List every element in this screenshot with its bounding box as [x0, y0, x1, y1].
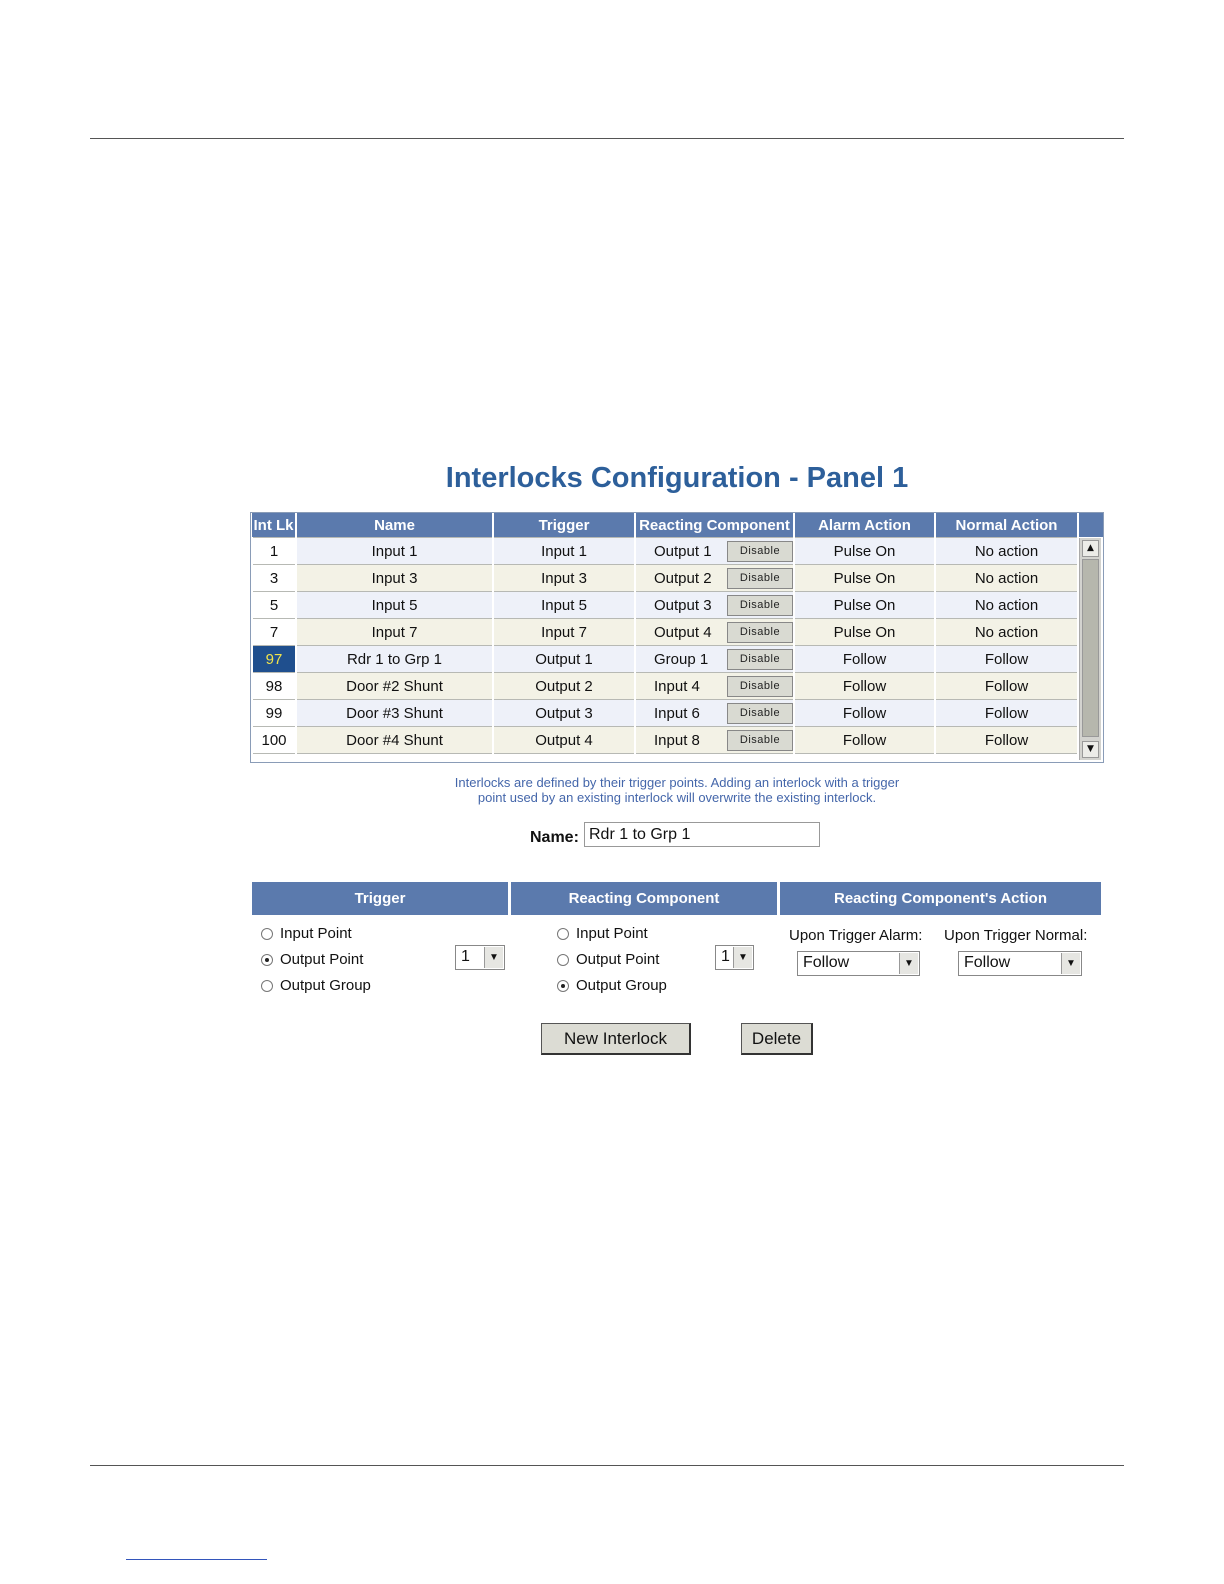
- footer-link-underline: [126, 1559, 267, 1560]
- name-input[interactable]: [584, 822, 820, 847]
- note-line-2: point used by an existing interlock will overwrite the existing interlock.: [477, 790, 877, 805]
- chevron-down-icon[interactable]: ▼: [899, 953, 918, 974]
- reacting-section-header: Reacting Component: [511, 882, 777, 915]
- reacting-component-label: Output 3: [654, 596, 712, 614]
- col-header-alarm-action[interactable]: Alarm Action: [794, 513, 935, 538]
- name-label: Name:: [530, 829, 579, 846]
- disable-button[interactable]: Disable: [727, 649, 793, 670]
- reacting-number-select[interactable]: [715, 945, 754, 970]
- new-interlock-button[interactable]: New Interlock: [541, 1023, 691, 1055]
- page-title: Interlocks Configuration - Panel 1: [445, 462, 909, 494]
- interlocks-grid: [250, 512, 1104, 763]
- cell-normal-action[interactable]: Follow: [935, 646, 1078, 673]
- cell-trigger[interactable]: Input 3: [493, 565, 635, 592]
- cell-int-lk[interactable]: 1: [252, 538, 296, 565]
- cell-trigger[interactable]: Input 7: [493, 619, 635, 646]
- col-header-int-lk[interactable]: Int Lk: [252, 513, 296, 538]
- table-row[interactable]: [252, 700, 1078, 727]
- cell-int-lk[interactable]: 7: [252, 619, 296, 646]
- disable-button[interactable]: Disable: [727, 595, 793, 616]
- interlocks-table: [251, 513, 1079, 754]
- cell-reacting-component[interactable]: [635, 565, 794, 592]
- trigger-number-select[interactable]: [455, 945, 505, 970]
- trigger-option-output-point[interactable]: [261, 951, 363, 968]
- cell-int-lk[interactable]: 99: [252, 700, 296, 727]
- reacting-option-output-group[interactable]: [557, 977, 667, 994]
- cell-alarm-action[interactable]: Follow: [794, 700, 935, 727]
- cell-name[interactable]: Door #3 Shunt: [296, 700, 493, 727]
- cell-reacting-component[interactable]: [635, 727, 794, 754]
- cell-alarm-action[interactable]: Pulse On: [794, 565, 935, 592]
- page-top-rule: [90, 138, 1124, 139]
- disable-button[interactable]: Disable: [727, 541, 793, 562]
- table-row[interactable]: [252, 673, 1078, 700]
- cell-trigger[interactable]: Output 3: [493, 700, 635, 727]
- cell-alarm-action[interactable]: Pulse On: [794, 619, 935, 646]
- table-row[interactable]: [252, 646, 1078, 673]
- trigger-option-output-group[interactable]: [261, 977, 371, 994]
- trigger-option-label: Output Group: [280, 977, 371, 994]
- table-row[interactable]: [252, 565, 1078, 592]
- reacting-component-label: Group 1: [654, 650, 709, 668]
- table-row[interactable]: [252, 727, 1078, 754]
- cell-reacting-component[interactable]: [635, 700, 794, 727]
- cell-normal-action[interactable]: Follow: [935, 700, 1078, 727]
- radio-icon[interactable]: [557, 928, 569, 940]
- radio-selected-icon[interactable]: [261, 954, 273, 966]
- cell-name[interactable]: Door #2 Shunt: [296, 673, 493, 700]
- normal-action-select[interactable]: [958, 951, 1082, 976]
- grid-scrollbar[interactable]: [1079, 538, 1101, 760]
- reacting-number-value: 1: [721, 948, 730, 965]
- chevron-down-icon[interactable]: ▼: [1061, 953, 1080, 974]
- cell-alarm-action[interactable]: Follow: [794, 646, 935, 673]
- action-section-header: Reacting Component's Action: [780, 882, 1101, 915]
- scroll-up-icon[interactable]: ▲: [1082, 540, 1099, 557]
- cell-trigger[interactable]: Output 4: [493, 727, 635, 754]
- disable-button[interactable]: Disable: [727, 703, 793, 724]
- cell-trigger[interactable]: Output 2: [493, 673, 635, 700]
- col-header-normal-action[interactable]: Normal Action: [935, 513, 1078, 538]
- reacting-option-label: Output Group: [576, 977, 667, 994]
- normal-action-label: Upon Trigger Normal:: [944, 927, 1088, 944]
- cell-reacting-component[interactable]: [635, 592, 794, 619]
- chevron-down-icon[interactable]: ▼: [733, 947, 752, 968]
- table-row[interactable]: [252, 538, 1078, 565]
- radio-selected-icon[interactable]: [557, 980, 569, 992]
- reacting-option-label: Input Point: [576, 925, 648, 942]
- cell-trigger[interactable]: Input 5: [493, 592, 635, 619]
- col-header-name[interactable]: Name: [296, 513, 493, 538]
- cell-reacting-component[interactable]: [635, 673, 794, 700]
- reacting-component-label: Input 6: [654, 704, 700, 722]
- cell-reacting-component[interactable]: [635, 619, 794, 646]
- cell-int-lk[interactable]: 100: [252, 727, 296, 754]
- cell-int-lk[interactable]: 5: [252, 592, 296, 619]
- scroll-down-icon[interactable]: ▼: [1082, 741, 1099, 758]
- table-row[interactable]: [252, 619, 1078, 646]
- grid-header-filler: [1075, 513, 1103, 537]
- reacting-component-label: Output 1: [654, 542, 712, 560]
- cell-normal-action[interactable]: No action: [935, 619, 1078, 646]
- table-row[interactable]: [252, 592, 1078, 619]
- reacting-option-input-point[interactable]: [557, 925, 648, 942]
- radio-icon[interactable]: [557, 954, 569, 966]
- trigger-section-header: Trigger: [252, 882, 508, 915]
- cell-name[interactable]: Rdr 1 to Grp 1: [296, 646, 493, 673]
- trigger-number-value: 1: [461, 948, 470, 965]
- cell-int-lk[interactable]: 98: [252, 673, 296, 700]
- table-header-row: [252, 513, 1078, 538]
- cell-alarm-action[interactable]: Follow: [794, 727, 935, 754]
- cell-alarm-action[interactable]: Pulse On: [794, 592, 935, 619]
- cell-trigger[interactable]: Output 1: [493, 646, 635, 673]
- alarm-action-label: Upon Trigger Alarm:: [789, 927, 923, 944]
- cell-alarm-action[interactable]: Pulse On: [794, 538, 935, 565]
- reacting-component-label: Output 2: [654, 569, 712, 587]
- scroll-thumb[interactable]: [1082, 559, 1099, 737]
- page-bottom-rule: [90, 1465, 1124, 1466]
- radio-icon[interactable]: [261, 980, 273, 992]
- cell-int-lk[interactable]: 3: [252, 565, 296, 592]
- cell-normal-action[interactable]: No action: [935, 592, 1078, 619]
- disable-button[interactable]: Disable: [727, 730, 793, 751]
- note-line-1: Interlocks are defined by their trigger points. Adding an interlock with a trigger: [454, 775, 900, 790]
- cell-name[interactable]: Input 7: [296, 619, 493, 646]
- cell-name[interactable]: Input 5: [296, 592, 493, 619]
- reacting-option-label: Output Point: [576, 951, 660, 968]
- reacting-component-label: Input 8: [654, 731, 700, 749]
- cell-alarm-action[interactable]: Follow: [794, 673, 935, 700]
- col-header-reacting-component[interactable]: Reacting Component: [635, 513, 794, 538]
- normal-action-value: Follow: [964, 954, 1011, 971]
- alarm-action-value: Follow: [803, 954, 850, 971]
- cell-name[interactable]: Input 1: [296, 538, 493, 565]
- cell-reacting-component[interactable]: [635, 538, 794, 565]
- disable-button[interactable]: Disable: [727, 622, 793, 643]
- alarm-action-select[interactable]: [797, 951, 920, 976]
- delete-button[interactable]: Delete: [741, 1023, 813, 1055]
- radio-icon[interactable]: [261, 928, 273, 940]
- col-header-trigger[interactable]: Trigger: [493, 513, 635, 538]
- reacting-option-output-point[interactable]: [557, 951, 659, 968]
- reacting-component-label: Input 4: [654, 677, 700, 695]
- trigger-option-label: Output Point: [280, 951, 364, 968]
- cell-normal-action[interactable]: No action: [935, 538, 1078, 565]
- disable-button[interactable]: Disable: [727, 568, 793, 589]
- interlock-note: [250, 775, 1104, 805]
- chevron-down-icon[interactable]: ▼: [484, 947, 503, 968]
- cell-trigger[interactable]: Input 1: [493, 538, 635, 565]
- trigger-option-input-point[interactable]: [261, 925, 352, 942]
- cell-reacting-component[interactable]: [635, 646, 794, 673]
- reacting-component-label: Output 4: [654, 623, 712, 641]
- cell-normal-action[interactable]: Follow: [935, 673, 1078, 700]
- cell-name[interactable]: Input 3: [296, 565, 493, 592]
- cell-normal-action[interactable]: Follow: [935, 727, 1078, 754]
- cell-normal-action[interactable]: No action: [935, 565, 1078, 592]
- cell-int-lk[interactable]: 97: [252, 646, 296, 673]
- disable-button[interactable]: Disable: [727, 676, 793, 697]
- trigger-option-label: Input Point: [280, 925, 352, 942]
- cell-name[interactable]: Door #4 Shunt: [296, 727, 493, 754]
